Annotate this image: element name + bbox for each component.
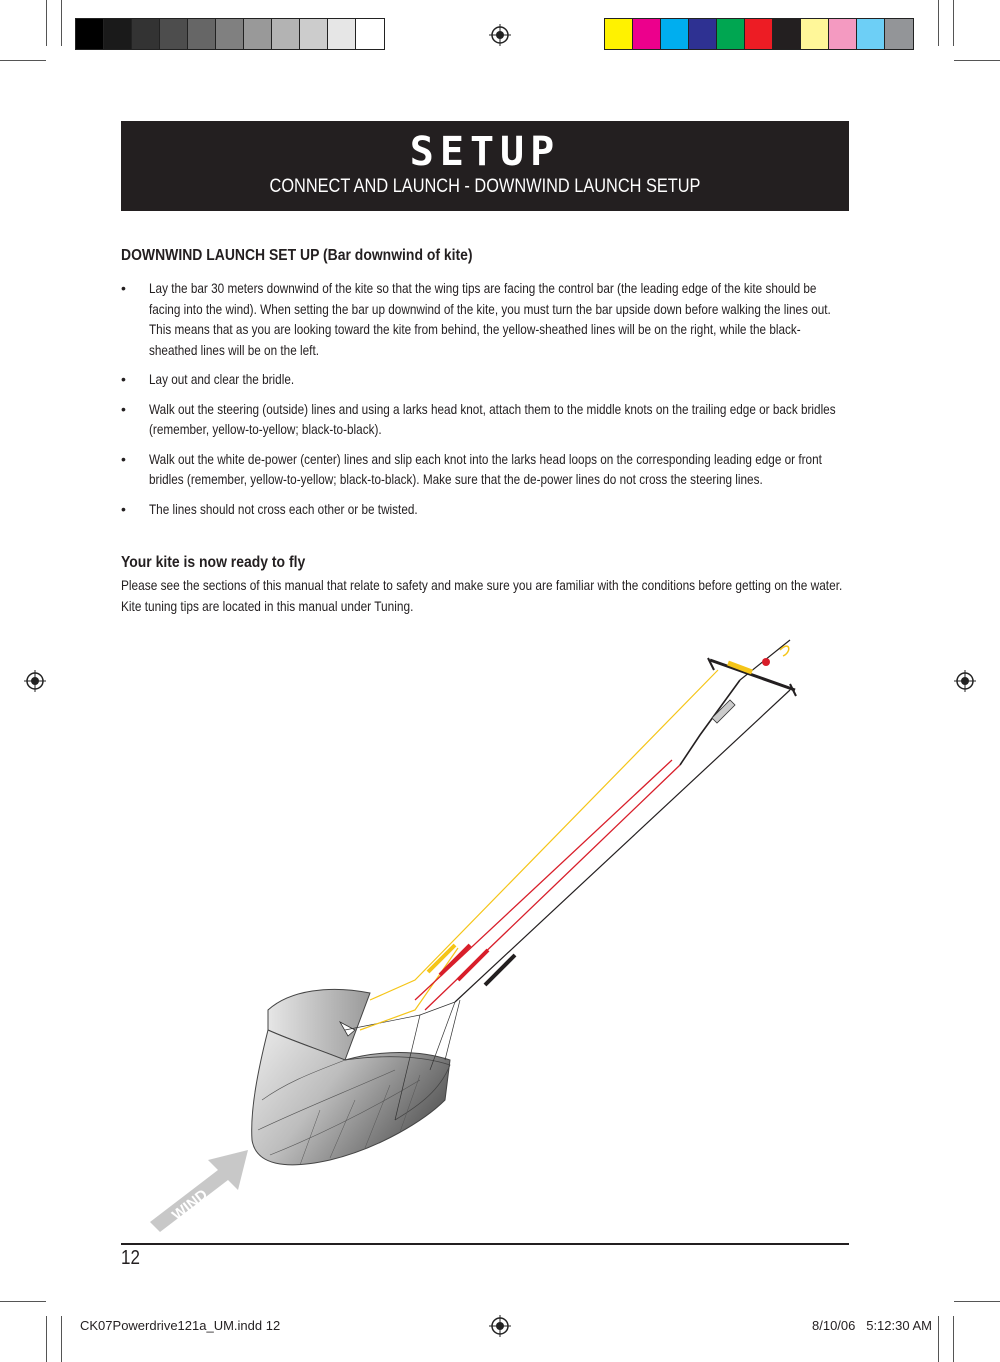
wind-label: WIND	[168, 1186, 211, 1225]
list-item-text: Walk out the steering (outside) lines and using a larks head knot, attach them to the middle knots on the trailing edge or back bridles (remember, yellow-to-yellow; black-to-black).	[149, 400, 836, 437]
list-item-text: Lay out and clear the bridle.	[149, 371, 295, 387]
bullet-icon: •	[121, 500, 126, 517]
list-item-text: Lay the bar 30 meters downwind of the kite so that the wing tips are facing the control bar (the leading edge of the kite should be facing into the wind). When setting the bar up downwind of the kite, you must turn the bar upside down before walking the lines out. This means that as you are looking toward the kite from behind, the yellow-sheathed lines will be on the right, while the black-sheathed lines will be on the left.	[149, 280, 831, 358]
bullet-icon: •	[121, 280, 126, 296]
page-subtitle: CONNECT AND LAUNCH - DOWNWIND LAUNCH SETUP	[269, 176, 701, 197]
slug-timestamp: 8/10/06 5:12:30 AM	[812, 1318, 932, 1333]
page-title: SETUP	[409, 129, 561, 175]
ready-paragraph: Please see the sections of this manual that relate to safety and make sure you are familiar with the conditions before getting on the water. Kite tuning tips are located in this manual under Tuning.	[121, 577, 843, 614]
bullet-icon: •	[121, 371, 126, 387]
list-item-text: The lines should not cross each other or be twisted.	[149, 500, 418, 517]
section-heading: DOWNWIND LAUNCH SET UP (Bar downwind of kite)	[121, 247, 473, 264]
control-bar	[708, 646, 796, 723]
slug-file-name: CK07Powerdrive121a_UM.indd 12	[80, 1318, 281, 1333]
ready-heading: Your kite is now ready to fly	[121, 554, 306, 571]
footer-rule	[121, 1243, 849, 1245]
kite-canopy	[252, 989, 450, 1165]
bullet-icon: •	[121, 400, 126, 417]
list-item-text: Walk out the white de-power (center) lines and slip each knot into the larks head loops on the corresponding leading edge or front bridles (remember, yellow-to-yellow; black-to-black). Make sure that the de-power lines do not cross the steering lines.	[149, 450, 822, 487]
line-sheaths	[428, 945, 515, 985]
bullet-icon: •	[121, 450, 126, 467]
page-number: 12	[121, 1247, 140, 1269]
flying-lines	[360, 640, 790, 1030]
wind-arrow-icon	[150, 1150, 248, 1232]
